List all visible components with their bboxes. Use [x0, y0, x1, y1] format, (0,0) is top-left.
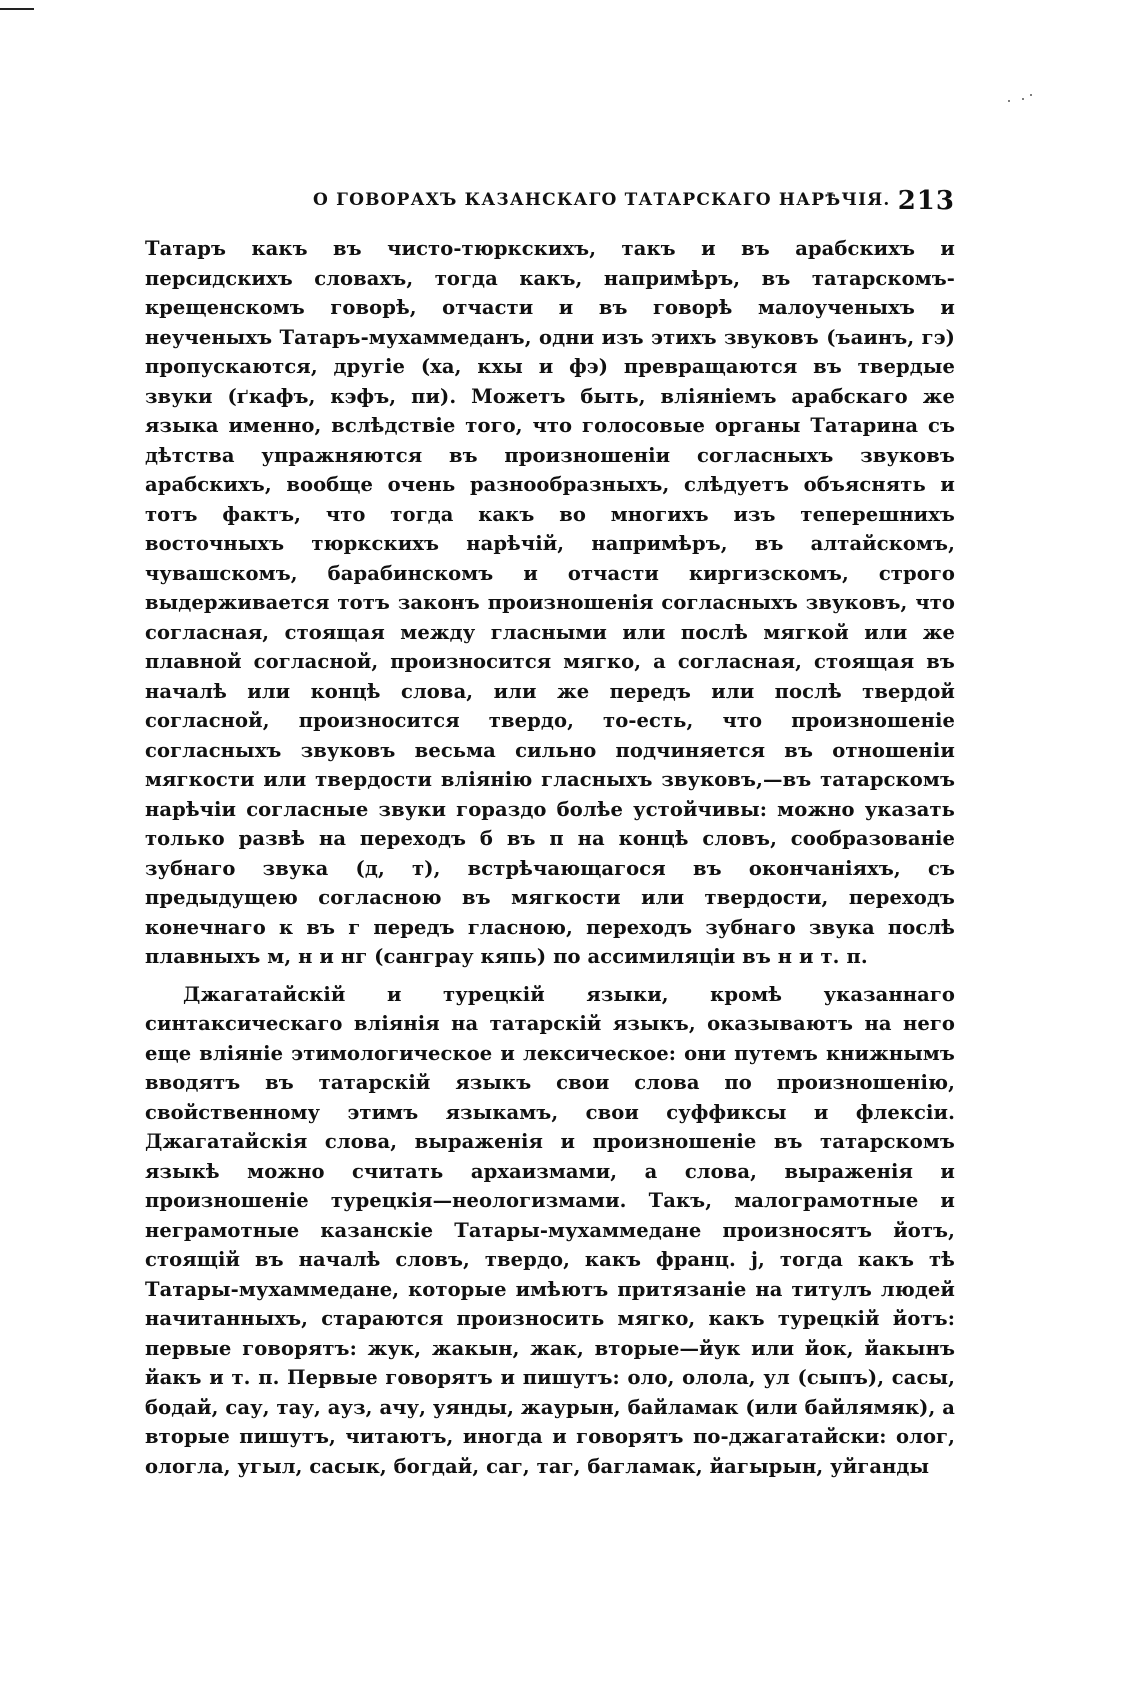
paragraph-2: Джагатайскій и турецкій языки, кромѣ указаннаго синтаксическаго вліянія на татарскій языкъ, оказываютъ на него еще вліяніе этимологическое и лексическое: они путемъ книжнымъ вводятъ въ татарскій языкъ свои слова по произношенію, свойственному этимъ языкамъ, свои суффиксы и флексіи. Джагатайскія слова, выраженія и произношеніе въ татарскомъ языкѣ можно считать архаизмами, а слова, выраженія и произношеніе турецкія—неологизмами. Такъ, малограмотные и неграмотные казанскіе Татары-мухаммедане произносятъ йотъ, стоящій въ началѣ словъ, твердо, какъ франц. j, тогда какъ тѣ Татары-мухаммедане, которые имѣютъ притязаніе на титулъ людей начитанныхъ, стараются произносить мягко, какъ турецкій йотъ: первые говорятъ: жук, жакын, жак, вторые—йук или йок, йакынъ йакъ и т. п. Первые говорятъ и пишутъ: оло, олола, ул (сыпъ), сасы, бодай, сау, тау, ауз, ачу, уянды, жаурын, байламак (или байлямяк), а вторые пишутъ, читаютъ, иногда и говорятъ по-джагатайски: олог, ологла, угыл, сасык, богдай, саг, таг, багламак, йагырын, уйганды — [145, 982, 955, 1478]
page-number: 213 — [897, 186, 955, 216]
page-header — [145, 186, 955, 220]
paragraph-1: Татаръ какъ въ чисто-тюркскихъ, такъ и въ арабскихъ и персидскихъ словахъ, тогда какъ, напримѣръ, въ татарскомъ-крещенскомъ говорѣ, отчасти и въ говорѣ малоученыхъ и неученыхъ Татаръ-мухаммеданъ, одни изъ этихъ звуковъ (ъаинъ, гэ) пропускаются, другіе (ха, кхы и фэ) превращаются въ твердые звуки (ґкафъ, кэфъ, пи). Можетъ быть, вліяніемъ арабскаго же языка именно, вслѣдствіе того, что голосовые органы Татарина съ дѣтства упражняются въ произношеніи согласныхъ звуковъ арабскихъ, вообще очень разнообразныхъ, слѣдуетъ объяснять и тотъ фактъ, что тогда какъ во многихъ изъ теперешнихъ восточныхъ тюркскихъ нарѣчій, напримѣръ, въ алтайскомъ, чувашскомъ, барабинскомъ и отчасти киргизскомъ, строго выдерживается тотъ законъ произношенія согласныхъ звуковъ, что согласная, стоящая между гласными или послѣ мягкой или же плавной согласной, произносится мягко, а согласная, стоящая въ началѣ или концѣ слова, или же передъ или послѣ твердой согласной, произносится твердо, то-есть, что произношеніе согласныхъ звуковъ весьма сильно подчиняется въ отношеніи мягкости или твердости вліянію гласныхъ звуковъ,—въ татарскомъ нарѣчіи согласные звуки гораздо болѣе устойчивы: можно указать только развѣ на переходъ б въ п на концѣ словъ, сообразованіе зубнаго звука (д, т), встрѣчающагося въ окончаніяхъ, съ предыдущею согласною въ мягкости или твердости, переходъ конечнаго к въ г передъ гласною, переходъ зубнаго звука послѣ плавныхъ м, н и нг (санграу кяпь) по ассимиляціи въ н и т. п. — [145, 237, 955, 968]
running-title: О ГОВОРАХЪ КАЗАНСКАГО ТАТАРСКАГО НАРѢЧІЯ. — [313, 190, 891, 210]
body-text — [145, 234, 955, 1481]
scan-specks — [1000, 94, 1040, 114]
scan-edge-mark — [0, 8, 34, 10]
